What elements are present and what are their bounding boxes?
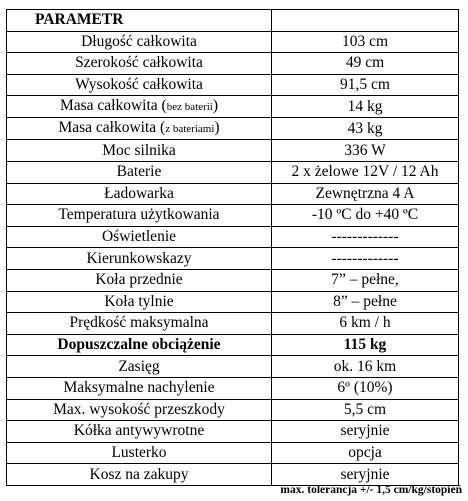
parameter-name: Max. wysokość przeszkody — [53, 400, 225, 418]
parameter-value-cell: opcja — [272, 442, 459, 464]
parameter-name-cell — [7, 183, 272, 205]
table-row — [7, 31, 459, 53]
parameter-name: Prędkość maksymalna — [69, 314, 209, 332]
parameter-value-cell: 43 kg — [272, 118, 459, 140]
parameter-name-cell — [7, 442, 272, 464]
parameter-name-cell — [7, 334, 272, 356]
table-row — [7, 269, 459, 291]
table-row — [7, 399, 459, 421]
header-parameter-cell: PARAMETR — [7, 10, 272, 32]
parameter-name: Kierunkowskazy — [86, 249, 192, 267]
parameter-name: Kosz na zakupy — [89, 465, 189, 483]
table-row — [7, 226, 459, 248]
parameter-note-close: ) — [212, 97, 219, 115]
table-row — [7, 313, 459, 335]
parameter-name: Wysokość całkowita — [75, 76, 203, 94]
parameter-value-cell: ------------- — [272, 248, 459, 270]
parameter-name-cell — [7, 248, 272, 270]
table-row — [7, 205, 459, 227]
parameter-name: Kółka antywywrotne — [73, 422, 205, 440]
parameter-value-cell: 2 x żelowe 12V / 12 Ah — [272, 161, 459, 183]
parameter-name: Ładowarka — [104, 184, 174, 202]
parameter-name: Koła tylnie — [104, 292, 174, 310]
parameter-name-cell — [7, 313, 272, 335]
parameter-name-cell — [7, 464, 272, 486]
parameter-value-cell: ------------- — [272, 226, 459, 248]
table-row — [7, 74, 459, 96]
parameter-value-cell: 91,5 cm — [272, 74, 459, 96]
table-header-row — [7, 10, 459, 32]
parameter-value-cell: 14 kg — [272, 96, 459, 118]
parameter-name-cell — [7, 96, 272, 118]
parameter-value-cell: -10 ºC do +40 ºC — [272, 205, 459, 227]
parameter-name: Baterie — [116, 163, 162, 181]
parameter-name-cell — [7, 421, 272, 443]
parameter-value-cell: 103 cm — [272, 31, 459, 53]
parameter-name-cell — [7, 291, 272, 313]
parameter-name: Masa całkowita ( — [59, 97, 167, 115]
parameter-name-cell — [7, 269, 272, 291]
parameter-value-cell: seryjnie — [272, 421, 459, 443]
parameter-note: z bateriami — [165, 123, 215, 136]
parameter-name: Lusterko — [111, 443, 167, 461]
table-row — [7, 464, 459, 486]
parameter-note-close: ) — [214, 119, 220, 137]
parameter-name: Zasięg — [118, 357, 160, 375]
parameter-name-cell — [7, 53, 272, 75]
parameter-value-cell: 7” – pełne, — [272, 269, 459, 291]
table-row — [7, 96, 459, 118]
header-value-cell — [272, 10, 459, 32]
parameter-value-cell: ok. 16 km — [272, 356, 459, 378]
parameter-value-cell: 5,5 cm — [272, 399, 459, 421]
table-row — [7, 442, 459, 464]
parameter-name: Moc silnika — [102, 141, 176, 159]
parameter-name-cell — [7, 161, 272, 183]
table-row — [7, 334, 459, 356]
parameter-table-body — [7, 10, 459, 486]
parameter-value-cell: Zewnętrzna 4 A — [272, 183, 459, 205]
parameter-name-cell — [7, 31, 272, 53]
parameter-name-cell — [7, 377, 272, 399]
tolerance-footnote: max. tolerancja +/- 1,5 cm/kg/stopień — [280, 484, 462, 496]
parameter-name-cell — [7, 205, 272, 227]
table-row — [7, 140, 459, 162]
parameter-value-cell: 6 km / h — [272, 313, 459, 335]
parameter-name: Długość całkowita — [81, 32, 197, 50]
parameter-name-cell — [7, 74, 272, 96]
parameter-name-cell — [7, 399, 272, 421]
table-row — [7, 183, 459, 205]
parameter-name: Oświetlenie — [101, 228, 177, 246]
parameter-name: Dopuszczalne obciążenie — [57, 336, 221, 354]
parameter-name: Koła przednie — [95, 271, 183, 289]
table-row — [7, 421, 459, 443]
parameter-name-cell — [7, 356, 272, 378]
table-row — [7, 248, 459, 270]
parameter-name: Maksymalne nachylenie — [63, 379, 215, 397]
parameter-value-cell: 115 kg — [272, 334, 459, 356]
parameter-value-cell: 6º (10%) — [272, 377, 459, 399]
parameter-name-cell — [7, 226, 272, 248]
table-row — [7, 291, 459, 313]
parameter-name: Szerokość całkowita — [75, 54, 203, 72]
parameter-value-cell: 49 cm — [272, 53, 459, 75]
parameter-table — [6, 9, 459, 486]
parameter-name-cell — [7, 118, 272, 140]
table-row — [7, 53, 459, 75]
table-row — [7, 356, 459, 378]
table-row — [7, 161, 459, 183]
parameter-name: Temperatura użytkowania — [58, 206, 220, 224]
parameter-value-cell: 336 W — [272, 140, 459, 162]
parameter-note: bez baterii — [166, 101, 213, 114]
parameter-name-cell — [7, 140, 272, 162]
parameter-value-cell: 8” – pełne — [272, 291, 459, 313]
parameter-name: Masa całkowita ( — [58, 119, 166, 137]
table-row — [7, 377, 459, 399]
parameter-value-cell: seryjnie — [272, 464, 459, 486]
table-row — [7, 118, 459, 140]
